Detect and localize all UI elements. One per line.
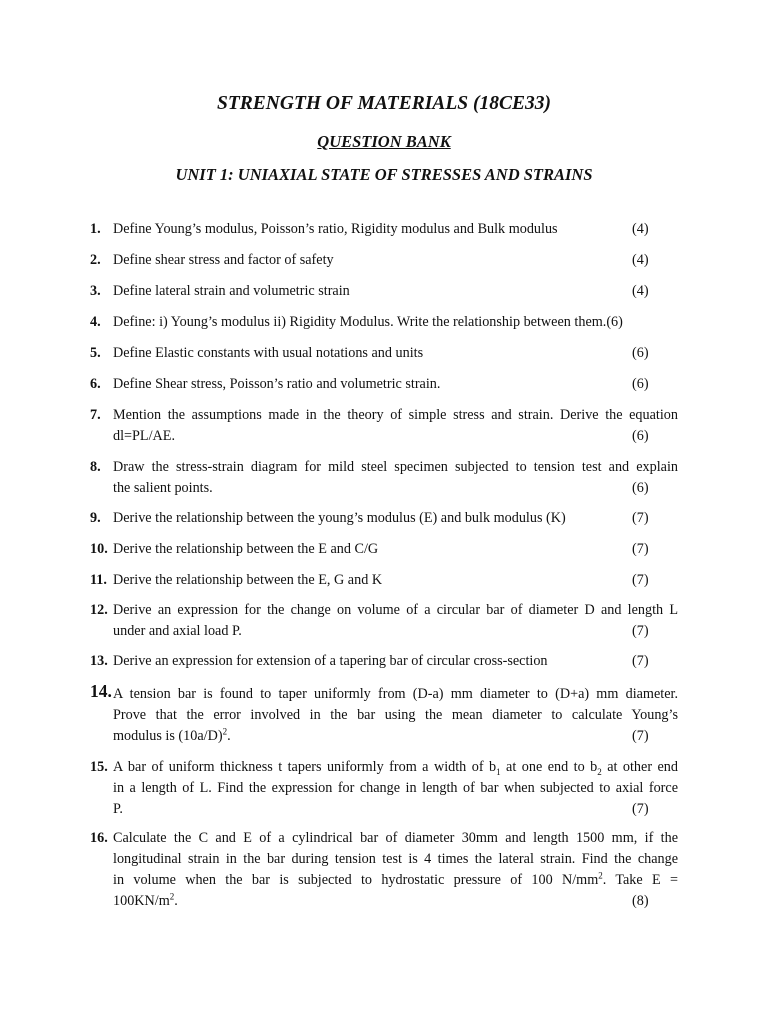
question-text: Define: i) Young’s modulus ii) Rigidity Modulus. Write the relationship between them.(6) [113,314,623,330]
question-text-line: Prove that the error involved in the bar using the mean diameter to calculate Young’s [113,707,678,723]
question-item [90,219,678,240]
question-text-line: 100KN/m [113,893,170,909]
question-text: Define lateral strain and volumetric strain [113,283,350,299]
question-item [90,651,678,672]
question-text: Derive the relationship between the E and C/G [113,541,379,557]
question-marks: (6) [632,480,649,496]
superscript: 2 [169,891,175,902]
question-item [90,508,678,529]
question-number: 2. [90,252,101,268]
question-text-line: in volume when the bar is subjected to hydrostatic pressure of 100 N/mm [113,872,599,888]
question-text: Derive an expression for extension of a tapering bar of circular cross-section [113,653,548,669]
question-number: 5. [90,345,101,361]
question-text-line: Draw the stress-strain diagram for mild steel specimen subjected to tension test and explain [113,459,678,475]
question-item [90,312,678,333]
question-text-line: . Take E = [602,872,678,888]
question-marks: (7) [632,541,649,557]
question-text-line: A bar of uniform thickness t tapers uniformly from a width of b [113,759,497,775]
question-number: 16. [90,830,108,846]
question-number: 13. [90,653,108,669]
question-text-line: under and axial load P. [113,623,242,639]
question-item [90,570,678,591]
question-number: 11. [90,572,107,588]
question-marks: (7) [632,623,649,639]
question-marks: (6) [632,376,649,392]
question-marks: (4) [632,283,649,299]
superscript: 2 [598,870,603,881]
question-text-line: A tension bar is found to taper uniformly from (D-a) mm diameter to (D+a) mm diameter. [113,686,678,702]
question-marks: (7) [632,510,649,526]
subscript: 1 [496,766,501,777]
question-text-line: modulus is (10a/D) [113,728,223,744]
question-text-line: . [227,728,231,744]
question-number: 15. [90,759,108,775]
question-text-line: longitudinal strain in the bar during tension test is 4 times the lateral strain. Find the change [113,851,678,867]
question-item [90,600,678,642]
question-number: 6. [90,376,101,392]
question-text-line: at other end [601,759,678,775]
question-item [90,457,678,499]
question-marks: (4) [632,252,649,268]
question-number: 3. [90,283,101,299]
question-text-line: Calculate the C and E of a cylindrical bar of diameter 30mm and length 1500 mm, if the [113,830,678,846]
question-number: 14. [90,681,112,701]
question-text-line: Mention the assumptions made in the theory of simple stress and strain. Derive the equation [113,407,678,423]
question-number: 10. [90,541,108,557]
question-item [90,405,678,447]
question-number: 12. [90,602,108,618]
question-item [90,374,678,395]
question-item [90,343,678,364]
question-text-line: Derive an expression for the change on volume of a circular bar of diameter D and length L [113,602,678,618]
question-item [90,281,678,302]
question-text-line: dl=PL/AE. [113,428,175,444]
question-marks: (6) [632,345,649,361]
question-text-line: at one end to b [500,759,598,775]
question-text-line: in a length of L. Find the expression for change in length of bar when subjected to axial force [113,780,678,796]
question-number: 1. [90,221,101,237]
question-item [90,681,678,747]
question-number: 4. [90,314,101,330]
question-text: Define shear stress and factor of safety [113,252,334,268]
question-item [90,757,678,820]
question-text: Derive the relationship between the young’s modulus (E) and bulk modulus (K) [113,510,566,526]
question-bank-heading: QUESTION BANK [317,132,451,151]
subscript: 2 [597,766,602,777]
question-text: Define Elastic constants with usual notations and units [113,345,424,361]
question-text: Define Young’s modulus, Poisson’s ratio, Rigidity modulus and Bulk modulus [113,221,558,237]
question-item [90,539,678,560]
question-item [90,828,678,912]
question-marks: (7) [632,801,649,817]
question-marks: (6) [632,428,649,444]
unit-heading: UNIT 1: UNIAXIAL STATE OF STRESSES AND STRAINS [175,165,593,184]
question-text-line: P. [113,801,123,817]
superscript: 2 [222,726,228,737]
question-marks: (4) [632,221,649,237]
question-number: 8. [90,459,101,475]
course-title: STRENGTH OF MATERIALS (18CE33) [217,93,551,114]
question-text: Define Shear stress, Poisson’s ratio and volumetric strain. [113,376,441,392]
question-marks: (8) [632,893,649,909]
question-item [90,250,678,271]
question-marks: (7) [632,572,649,588]
question-text-line: . [174,893,178,909]
question-marks: (7) [632,728,649,744]
question-marks: (7) [632,653,649,669]
question-text: Derive the relationship between the E, G and K [113,572,383,588]
question-number: 9. [90,510,101,526]
question-number: 7. [90,407,101,423]
question-text-line: the salient points. [113,480,213,496]
